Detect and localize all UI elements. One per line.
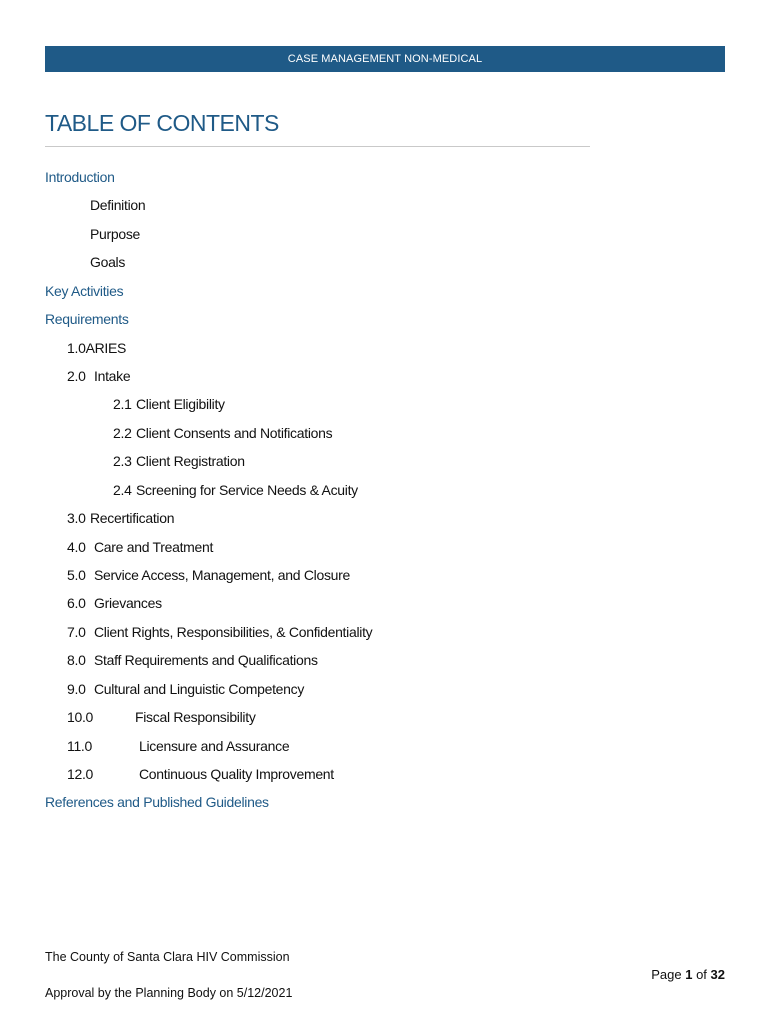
- page-number: Page 1 of 32: [651, 967, 725, 982]
- toc-entry-introduction[interactable]: Introduction: [45, 169, 115, 185]
- toc-divider: [45, 146, 590, 147]
- toc-title: TABLE OF CONTENTS: [45, 110, 279, 136]
- document-header-bar: [45, 46, 725, 72]
- toc-entry-5-0[interactable]: 5.0 Service Access, Management, and Closure: [67, 567, 350, 583]
- footer-approval: Approval by the Planning Body on 5/12/2021: [45, 986, 293, 1000]
- toc-entry-6-0[interactable]: 6.0 Grievances: [67, 595, 162, 611]
- toc-entry-goals[interactable]: Goals: [90, 254, 126, 270]
- toc-entry-2-2[interactable]: 2.2 Client Consents and Notifications: [113, 425, 333, 441]
- toc-entry-references[interactable]: References and Published Guidelines: [45, 794, 269, 810]
- toc-entry-9-0[interactable]: 9.0 Cultural and Linguistic Competency: [67, 681, 305, 697]
- toc-entry-7-0[interactable]: 7.0 Client Rights, Responsibilities, & Confidentiality: [67, 624, 373, 640]
- toc-entry-1-0[interactable]: 1.0ARIES: [67, 340, 127, 356]
- toc-entry-requirements[interactable]: Requirements: [45, 311, 129, 327]
- toc-entry-10-0[interactable]: 10.0 Fiscal Responsibility: [67, 709, 256, 725]
- footer-organization: The County of Santa Clara HIV Commission: [45, 950, 290, 964]
- toc-entry-4-0[interactable]: 4.0 Care and Treatment: [67, 539, 214, 555]
- document-header-title: CASE MANAGEMENT NON-MEDICAL: [287, 53, 483, 65]
- toc-entry-3-0[interactable]: 3.0 Recertification: [67, 510, 175, 526]
- toc-entry-key-activities[interactable]: Key Activities: [45, 283, 124, 299]
- toc-entry-2-3[interactable]: 2.3 Client Registration: [113, 453, 245, 469]
- toc-entry-2-0[interactable]: 2.0 Intake: [67, 368, 131, 384]
- toc-entry-12-0[interactable]: 12.0 Continuous Quality Improvement: [67, 766, 334, 782]
- toc-entry-11-0[interactable]: 11.0 Licensure and Assurance: [67, 738, 290, 754]
- toc-entry-2-4[interactable]: 2.4 Screening for Service Needs & Acuity: [113, 482, 358, 498]
- toc-entry-8-0[interactable]: 8.0 Staff Requirements and Qualifications: [67, 652, 318, 668]
- toc-entry-purpose[interactable]: Purpose: [90, 226, 141, 242]
- toc-entry-definition[interactable]: Definition: [90, 197, 146, 213]
- toc-entry-2-1[interactable]: 2.1 Client Eligibility: [113, 396, 225, 412]
